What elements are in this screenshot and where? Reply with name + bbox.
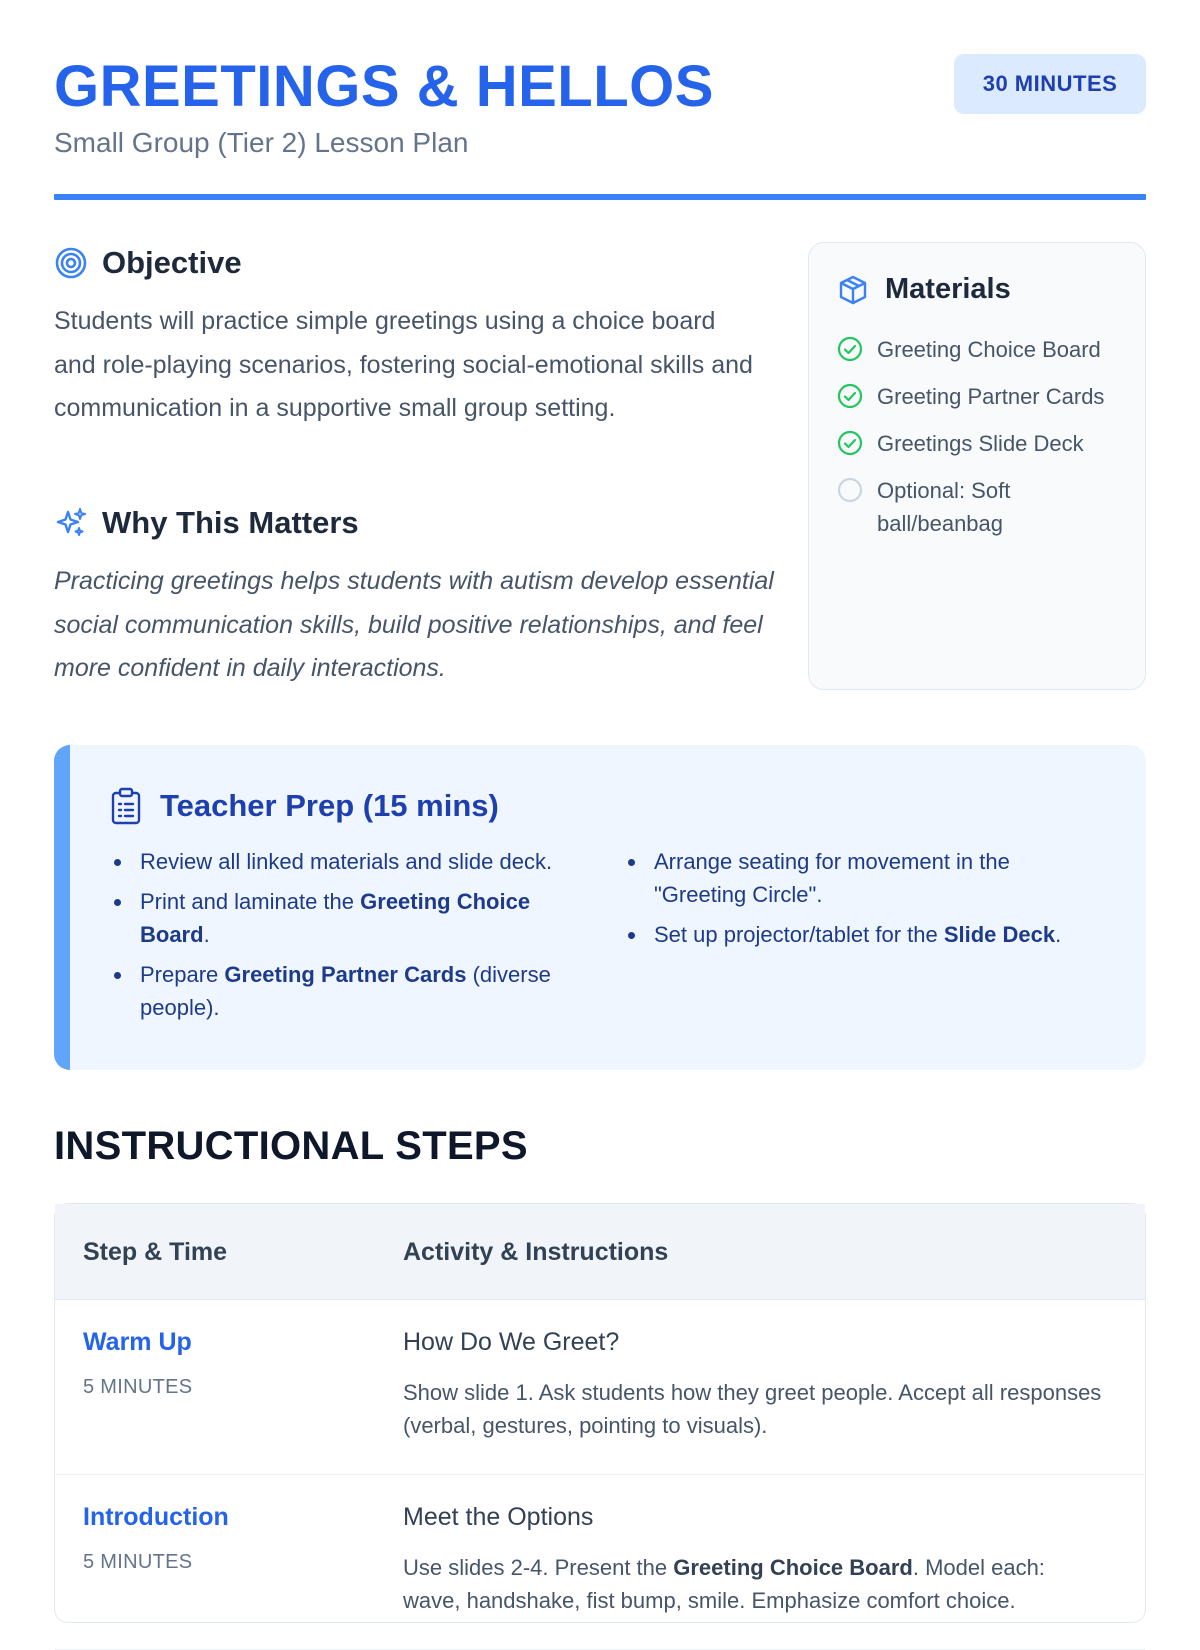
box-icon [837,274,869,306]
check-circle-icon [837,430,863,456]
materials-list [837,333,1127,554]
step-name: Introduction [83,1503,229,1531]
objective-heading-label: Objective [102,245,242,280]
sparkles-icon [54,506,88,540]
step-time: 5 MINUTES [83,1376,193,1398]
why-text: Practicing greetings helps students with autism develop essential social communication skills, build positive relationships, and feel more confident in daily interactions. [54,567,774,682]
objective-heading [54,245,242,281]
activity-description: Use slides 2-4. Present the Greeting Choice Board. Model each: wave, handshake, fist bump, smile. Emphasize comfort choice. [403,1555,1045,1613]
why-heading-label: Why This Matters [102,505,359,540]
lesson-plan-page [54,0,1146,1613]
materials-item-label: Greetings Slide Deck [877,431,1084,456]
page-subtitle: Small Group (Tier 2) Lesson Plan [54,127,469,158]
materials-item [837,474,1127,540]
table-row [55,1475,1145,1650]
why-heading [54,505,359,541]
materials-item-label: Greeting Choice Board [877,337,1101,362]
prep-heading-label: Teacher Prep (15 mins) [160,788,499,823]
materials-card [808,242,1146,690]
clipboard-icon [110,787,144,825]
column-header-step: Step & Time [83,1238,228,1266]
prep-list-left [110,845,590,1031]
prep-item: Set up projector/tablet for the Slide Deck. [624,918,1104,951]
prep-item: Prepare Greeting Partner Cards (diverse people). [110,958,590,1024]
prep-accent-bar [54,745,70,1070]
materials-item [837,333,1127,366]
activity-title: Meet the Options [403,1503,594,1531]
page-title: GREETINGS & HELLOS [54,54,714,119]
step-name: Warm Up [83,1328,192,1356]
teacher-prep-box [54,745,1146,1070]
steps-title: INSTRUCTIONAL STEPS [54,1124,528,1168]
materials-heading-label: Materials [885,273,1011,305]
materials-heading [837,273,1011,306]
check-circle-icon [837,336,863,362]
activity-description: Show slide 1. Ask students how they greet people. Accept all responses (verbal, gestures, pointing to visuals). [403,1380,1102,1438]
empty-circle-icon [837,477,863,503]
lesson-header [54,0,1146,200]
prep-heading [110,787,499,825]
activity-title: How Do We Greet? [403,1328,620,1356]
table-header [55,1204,1145,1300]
materials-item [837,380,1127,413]
duration-badge: 30 MINUTES [954,54,1146,114]
prep-item: Arrange seating for movement in the "Greeting Circle". [624,845,1104,911]
prep-item: Print and laminate the Greeting Choice Board. [110,885,590,951]
materials-item-label: Greeting Partner Cards [877,384,1105,409]
table-row [55,1300,1145,1475]
prep-item: Review all linked materials and slide deck. [110,845,590,878]
prep-list-right [624,845,1104,958]
objective-text: Students will practice simple greetings using a choice board and role-playing scenarios, fostering social-emotional skills and communication in a supportive small group setting. [54,307,753,422]
materials-item [837,427,1127,460]
step-time: 5 MINUTES [83,1551,193,1573]
check-circle-icon [837,383,863,409]
materials-item-label: Optional: Soft ball/beanbag [877,478,1011,536]
column-header-activity: Activity & Instructions [403,1238,669,1266]
steps-table [54,1203,1146,1623]
target-icon [54,246,88,280]
header-divider [54,194,1146,200]
